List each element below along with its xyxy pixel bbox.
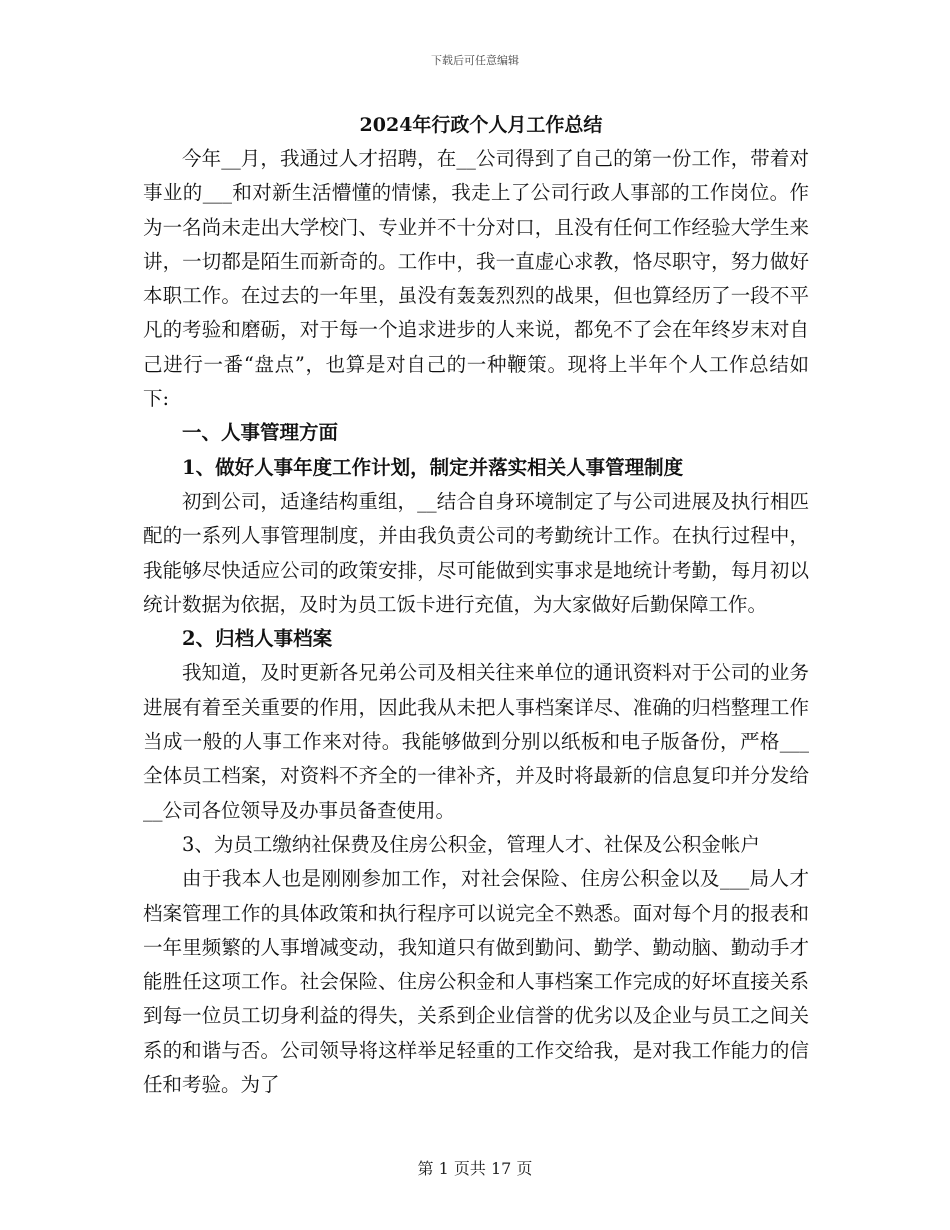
subsection-heading-3: 3、为员工缴纳社保费及住房公积金，管理人才、社保及公积金帐户 — [182, 832, 760, 856]
subsection-body-3: 由于我本人也是刚刚参加工作，对社会保险、住房公积金以及___局人才档案管理工作的具体政策和执行程序可以说完全不熟悉。面对每个月的报表和一年里频繁的人事增减变动，我知道只有做到勤问、勤学、勤动脑、勤动手才能胜任这项工作。社会保险、住房公积金和人事档案工作完成的好坏直接关系到每一位员工切身利益的得失，关系到企业信誉的优劣以及企业与员工之间关系的和谐与否。公司领导将这样举足轻重的工作交给我，是对我工作能力的信任和考验。为了 — [143, 867, 809, 1097]
page-indicator: 第 1 页共 17 页 — [417, 1159, 533, 1178]
header-note: 下载后可任意编辑 — [431, 54, 519, 67]
subsection-heading-2: 2、归档人事档案 — [182, 627, 333, 651]
subsection-body-2: 我知道，及时更新各兄弟公司及相关往来单位的通讯资料对于公司的业务进展有着至关重要的作用，因此我从未把人事档案详尽、准确的归档整理工作当成一般的人事工作来对待。我能够做到分别以纸板和电子版备份，严格___全体员工档案，对资料不齐全的一律补齐，并及时将最新的信息复印并分发给__公司各位领导及办事员备查使用。 — [143, 661, 809, 822]
document-title: 2024年行政个人月工作总结 — [359, 114, 603, 136]
intro-paragraph: 今年__月，我通过人才招聘，在__公司得到了自己的第一份工作，带着对事业的___和对新生活懵懂的情愫，我走上了公司行政人事部的工作岗位。作为一名尚未走出大学校门、专业并不十分对口，且没有任何工作经验大学生来讲，一切都是陌生而新奇的。工作中，我一直虚心求教，恪尽职守，努力做好本职工作。在过去的一年里，虽没有轰轰烈烈的战果，但也算经历了一段不平凡的考验和磨砺，对于每一个追求进步的人来说，都免不了会在年终岁末对自己进行一番“盘点”，也算是对自己的一种鞭策。现将上半年个人工作总结如下: — [143, 147, 809, 411]
subsection-heading-1: 1、做好人事年度工作计划，制定并落实相关人事管理制度 — [182, 455, 684, 479]
section-heading-personnel: 一、人事管理方面 — [182, 421, 339, 445]
document-body — [143, 108, 809, 1102]
subsection-body-1: 初到公司，适逢结构重组，__结合自身环境制定了与公司进展及执行相匹配的一系列人事管理制度，并由我负责公司的考勤统计工作。在执行过程中，我能够尽快适应公司的政策安排，尽可能做到实事求是地统计考勤，每月初以统计数据为依据，及时为员工饭卡进行充值，为大家做好后勤保障工作。 — [143, 489, 809, 616]
